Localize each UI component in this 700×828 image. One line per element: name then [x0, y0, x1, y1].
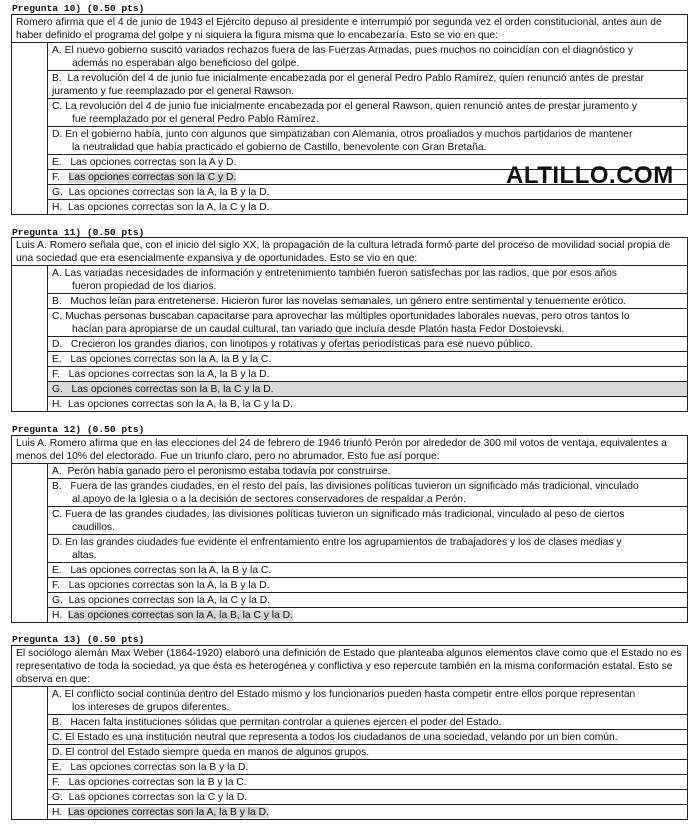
option-h[interactable]: H. Las opciones correctas son la A, la C y la D.	[52, 202, 270, 213]
option-text: Las opciones correctas son la A, la B y la C.	[70, 354, 272, 365]
question-prompt: Romero afirma que el 4 de junio de 1943 el Ejército depuso al presidente e interrumpió por segunda vez el orden constitucional, antes aun de haber definido el programa del golpe y ni siquiera la figura misma que lo encabezaría. Esto se vio en que:	[12, 15, 687, 43]
option-text: Las variadas necesidades de información y entretenimiento también fueron satisfechas por las radios, que por esos años	[64, 268, 617, 279]
option-text: La revolución del 4 de junio fue inicialmente encabezada por el general Rawson, quien renunció antes de prestar juramento y	[65, 101, 638, 112]
option-text: El Estado es una institución neutral que representa a todos los ciudadanos de una sociedad, velando por un bien común.	[65, 732, 618, 743]
option-text: En el gobierno había, junto con algunos que simpatizaban con Alemania, otros proaliados y muchos partidarios de mantener	[65, 129, 633, 140]
option-text: Las opciones correctas son la A, la B y la D.	[68, 580, 270, 591]
question-box	[11, 645, 688, 820]
option-text: Las opciones correctas son la B y la D.	[70, 762, 249, 773]
option-a[interactable]: A. Perón había ganado pero el peronismo estaba todavía por construirse.	[48, 464, 687, 479]
option-e[interactable]: E. Las opciones correctas son la A, la B y la C.	[48, 352, 687, 367]
option-text-cont: juramento y fue reemplazado por el general Rawson.	[52, 86, 295, 97]
option-h[interactable]: H. Las opciones correctas son la A, la B y la D.	[52, 807, 269, 818]
option-text-cont: los intereses de grupos diferentes.	[72, 702, 230, 713]
option-text: Muchos leían para entretenerse. Hicieron furor las novelas semanales, un género entre sentimental y tenuemente erótico.	[70, 296, 627, 307]
question-title: Pregunta 12) (0.50 pts)	[12, 424, 145, 435]
question-prompt: El sociólogo alemán Max Weber (1864-1920) elaboró una definición de Estado que planteaba algunos elementos clave como que el Estado no es representativo de toda la sociedad, ya que ésta es heterogénea y conflictiva y eso repercute también en la misma conformación estatal. Esto se observa en que:	[12, 646, 687, 687]
option-a[interactable]: A. El nuevo gobierno suscitó variados rechazos fuera de las Fuerzas Armadas, pues muchos no coincidían con el diagnóstico y además no esperaban algo beneficioso del golpe.	[48, 43, 687, 71]
option-h[interactable]: H. Las opciones correctas son la A, la B, la C y la D.	[52, 610, 293, 621]
option-text: Las opciones correctas son la A, la B, la C y la D.	[68, 399, 293, 410]
option-text: El nuevo gobierno suscitó variados rechazos fuera de las Fuerzas Armadas, pues muchos no coincidían con el diagnóstico y	[64, 45, 633, 56]
option-text-cont: caudillos.	[72, 522, 115, 533]
option-a[interactable]: A. El conflicto social continúa dentro del Estado mismo y los funcionarios pueden hasta competir entre ellos porque representan los intereses de grupos diferentes.	[48, 687, 687, 715]
option-text: Las opciones correctas son la A y D.	[70, 157, 237, 168]
option-d[interactable]: D. El control del Estado siempre queda en manos de algunos grupos.	[48, 745, 687, 760]
option-e[interactable]: E. Las opciones correctas son la B y la D.	[48, 760, 687, 775]
option-c[interactable]: C. El Estado es una institución neutral que representa a todos los ciudadanos de una sociedad, velando por un bien común.	[48, 730, 687, 745]
site-watermark: ALTILLO.COM	[506, 162, 674, 189]
option-c[interactable]: C. Muchas personas buscaban capacitarse para aprovechar las múltiples oportunidades laborales nuevas, pero otros tantos lo hacían para apropiarse de un caudal cultural, tan variado que incluía desde Platón hasta Fedor Dostoievski.	[48, 309, 687, 337]
option-text: Fuera de las grandes ciudades, en el resto del país, las divisiones políticas tuvieron un significado más tradicional, vinculado	[70, 481, 639, 492]
options-list	[47, 464, 687, 622]
option-text: En las grandes ciudades fue evidente el enfrentamiento entre los agrupamientos de trabajadores y los de clases medias y	[65, 537, 622, 548]
option-d[interactable]: D. Crecieron los grandes diarios, con linotipos y rotativas y ofertas periodísticas para ese nuevo público.	[48, 337, 687, 352]
option-e[interactable]: E. Las opciones correctas son la A y D.	[48, 155, 687, 170]
options-list	[47, 266, 687, 411]
question-title: Pregunta 10) (0.50 pts)	[12, 3, 145, 14]
option-text: Las opciones correctas son la C y la D.	[68, 792, 248, 803]
option-f[interactable]: F. Las opciones correctas son la C y D.	[48, 170, 687, 185]
question-box	[11, 435, 688, 623]
option-text-cont: fueron propiedad de los diarios.	[72, 281, 217, 292]
option-f[interactable]: F. Las opciones correctas son la A, la B y la D.	[48, 578, 687, 593]
option-c[interactable]: C. La revolución del 4 de junio fue inicialmente encabezada por el general Rawson, quien renunció antes de prestar juramento y fue reemplazado por el general Pedro Pablo Ramírez.	[48, 99, 687, 127]
option-text: Hacen falta instituciones sólidas que permitan controlar a quienes ejercen el poder del Estado.	[70, 717, 502, 728]
option-g[interactable]: G. Las opciones correctas son la B, la C y la D.	[48, 382, 687, 397]
option-e[interactable]: E. Las opciones correctas son la A, la B y la C.	[48, 563, 687, 578]
option-text: El control del Estado siempre queda en manos de algunos grupos.	[65, 747, 370, 758]
option-g[interactable]: G. Las opciones correctas son la C y la D.	[48, 790, 687, 805]
option-d[interactable]: D. En las grandes ciudades fue evidente el enfrentamiento entre los agrupamientos de trabajadores y los de clases medias y altas.	[48, 535, 687, 563]
option-g[interactable]: G. Las opciones correctas son la A, la B y la D.	[48, 185, 687, 200]
option-text: Las opciones correctas son la A, la B y la D.	[68, 369, 270, 380]
option-a[interactable]: A. Las variadas necesidades de información y entretenimiento también fueron satisfechas por las radios, que por esos años fueron propiedad de los diarios.	[48, 266, 687, 294]
option-b[interactable]: B. Muchos leían para entretenerse. Hicieron furor las novelas semanales, un género entre sentimental y tenuemente erótico.	[48, 294, 687, 309]
option-text: El conflicto social continúa dentro del Estado mismo y los funcionarios pueden hasta competir entre ellos porque representan	[64, 689, 636, 700]
option-text-cont: la neutralidad que había practicado el gobierno de Castillo, benevolente con Gran Bretaña.	[72, 142, 487, 153]
option-text: Fuera de las grandes ciudades, las divisiones políticas tuvieron un significado más tradicional, vinculado al peso de ciertos	[65, 509, 625, 520]
option-text-highlighted: Las opciones correctas son la C y D.	[68, 172, 237, 183]
option-text-highlighted: Las opciones correctas son la A, la B, la C y la D.	[68, 610, 293, 621]
option-d[interactable]: D. En el gobierno había, junto con algunos que simpatizaban con Alemania, otros proaliados y muchos partidarios de mantener la neutralidad que había practicado el gobierno de Castillo, benevolente con Gran Bretaña.	[48, 127, 687, 155]
option-text-cont: además no esperaban algo beneficioso del golpe.	[72, 58, 300, 69]
option-text-cont: altas.	[72, 550, 97, 561]
option-text-cont: al apoyo de la Iglesia o a la decisión de sectores conservadores de respaldar a Perón.	[72, 494, 466, 505]
option-h[interactable]: H. Las opciones correctas son la A, la B, la C y la D.	[52, 399, 293, 410]
option-f[interactable]: F. Las opciones correctas son la B y la C.	[48, 775, 687, 790]
option-text: Las opciones correctas son la B y la C.	[68, 777, 247, 788]
option-b[interactable]: B. Fuera de las grandes ciudades, en el resto del país, las divisiones políticas tuvieron un significado más tradicional, vinculado al apoyo de la Iglesia o a la decisión de sectores conservadores de respaldar a Perón.	[48, 479, 687, 507]
question-title: Pregunta 11) (0.50 pts)	[12, 227, 145, 238]
option-text: La revolución del 4 de junio fue inicialmente encabezada por el general Pedro Pablo Ramírez, quien renunció antes de prestar	[67, 73, 644, 84]
option-text: Las opciones correctas son la A, la B y la D.	[68, 187, 270, 198]
question-prompt: Luis A. Romero señala que, con el inicio del siglo XX, la propagación de la cultura letrada formó parte del proceso de movilidad social propia de una sociedad que era esencialmente expansiva y de oportunidades. Esto se vio en que:	[12, 238, 687, 266]
option-g[interactable]: G. Las opciones correctas son la A, la C y la D.	[48, 593, 687, 608]
option-c[interactable]: C. Fuera de las grandes ciudades, las divisiones políticas tuvieron un significado más tradicional, vinculado al peso de ciertos caudillos.	[48, 507, 687, 535]
option-text-cont: hacían para apropiarse de un caudal cultural, tan variado que incluía desde Platón hasta Fedor Dostoievski.	[72, 324, 565, 335]
option-text: Las opciones correctas son la A, la B y la C.	[70, 565, 272, 576]
option-text-cont: fue reemplazado por el general Pedro Pablo Ramírez.	[72, 114, 319, 125]
option-text: Las opciones correctas son la A, la C y la D.	[68, 595, 271, 606]
option-text: Las opciones correctas son la A, la C y la D.	[68, 202, 270, 213]
option-b[interactable]: B. Hacen falta instituciones sólidas que permitan controlar a quienes ejercen el poder del Estado.	[48, 715, 687, 730]
option-text-highlighted: Las opciones correctas son la B, la C y la D.	[71, 384, 274, 395]
question-prompt: Luis A. Romero afirma que en las elecciones del 24 de febrero de 1946 triunfó Perón por alrededor de 300 mil votos de ventaja, equivalentes a menos del 10% del electorado. Fue un triunfo claro, pero no abrumador. Esto fue así porque:	[12, 436, 687, 464]
question-title: Pregunta 13) (0.50 pts)	[12, 634, 145, 645]
option-text: Muchas personas buscaban capacitarse para aprovechar las múltiples oportunidades laborales nuevas, pero otros tantos lo	[65, 311, 630, 322]
options-list	[47, 687, 687, 819]
option-text: Perón había ganado pero el peronismo estaba todavía por construirse.	[67, 466, 391, 477]
question-box	[11, 237, 688, 412]
option-text: Crecieron los grandes diarios, con linotipos y rotativas y ofertas periodísticas para ese nuevo público.	[70, 339, 533, 350]
option-b[interactable]: B. La revolución del 4 de junio fue inicialmente encabezada por el general Pedro Pablo Ramírez, quien renunció antes de prestar juramento y fue reemplazado por el general Rawson.	[48, 71, 687, 99]
option-text-highlighted: Las opciones correctas son la A, la B y la D.	[68, 807, 269, 818]
option-f[interactable]: F. Las opciones correctas son la A, la B y la D.	[48, 367, 687, 382]
